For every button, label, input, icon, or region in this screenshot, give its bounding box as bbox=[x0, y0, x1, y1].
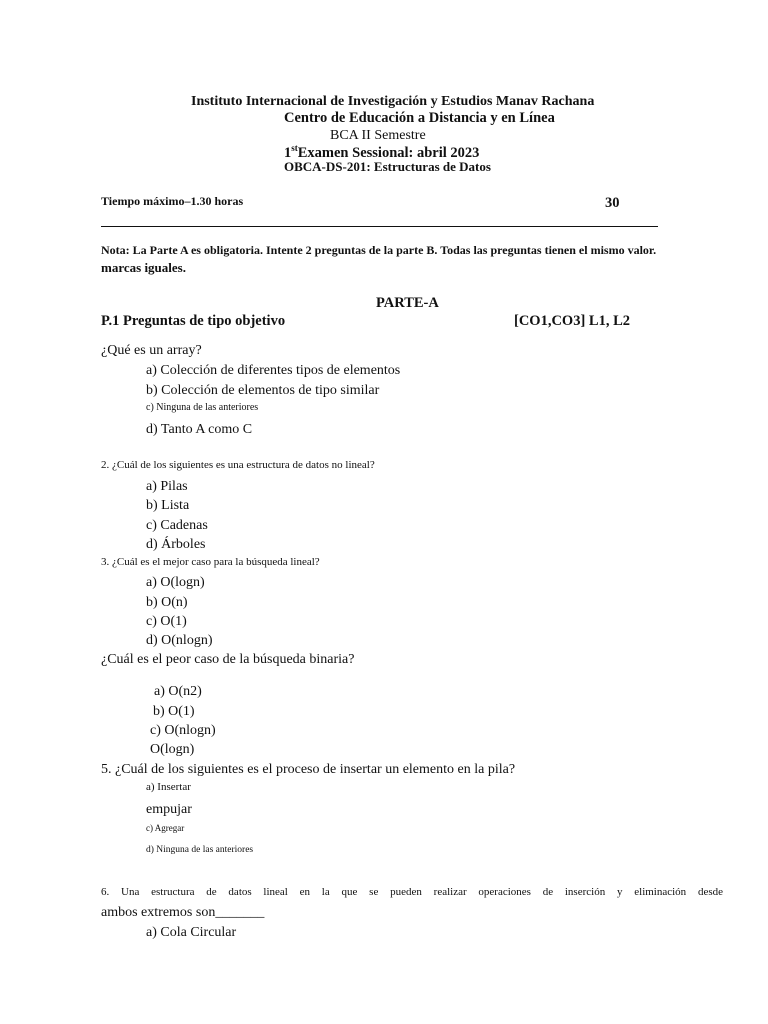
q5-option-d: d) Ninguna de las anteriores bbox=[146, 845, 254, 855]
course-code: OBCA-DS-201: Estructuras de Datos bbox=[284, 159, 491, 174]
max-time: Tiempo máximo–1.30 horas bbox=[101, 194, 244, 208]
q5-option-a: a) Insertar bbox=[146, 781, 191, 793]
q2-option-c: c) Cadenas bbox=[146, 518, 208, 533]
q6-option-a: a) Cola Circular bbox=[146, 925, 237, 940]
question-3: 3. ¿Cuál es el mejor caso para la búsqueda lineal? bbox=[101, 556, 320, 568]
q1-option-c: c) Ninguna de las anteriores bbox=[146, 402, 259, 413]
q2-option-a: a) Pilas bbox=[146, 479, 188, 494]
q1-option-d: d) Tanto A como C bbox=[146, 422, 253, 437]
question-6-line-1: 6. Una estructura de datos lineal en la que se pueden realizar operaciones de inserción y eliminación desde bbox=[101, 886, 723, 898]
institute-name: Instituto Internacional de Investigación y Estudios Manav Rachana bbox=[191, 94, 595, 109]
q5-option-b: empujar bbox=[146, 802, 192, 817]
exam-ordinal-suffix: st bbox=[291, 143, 298, 153]
semester: BCA II Semestre bbox=[330, 128, 426, 143]
q5-option-c: c) Agregar bbox=[146, 823, 185, 833]
section-title: P.1 Preguntas de tipo objetivo bbox=[101, 313, 286, 329]
q4-option-d: O(logn) bbox=[150, 742, 195, 757]
q4-option-b: b) O(1) bbox=[153, 704, 195, 719]
total-marks: 30 bbox=[605, 195, 620, 211]
question-5: 5. ¿Cuál de los siguientes es el proceso de insertar un elemento en la pila? bbox=[101, 762, 516, 777]
question-2: 2. ¿Cuál de los siguientes es una estructura de datos no lineal? bbox=[101, 459, 375, 471]
question-6-line-2: ambos extremos son_______ bbox=[101, 905, 265, 920]
question-4: ¿Cuál es el peor caso de la búsqueda binaria? bbox=[101, 652, 355, 667]
exam-title-text: Examen Sessional: abril 2023 bbox=[297, 144, 480, 161]
q3-option-c: c) O(1) bbox=[146, 614, 187, 629]
q3-option-b: b) O(n) bbox=[146, 595, 188, 610]
q3-option-a: a) O(logn) bbox=[146, 575, 205, 590]
q1-option-b: b) Colección de elementos de tipo similar bbox=[146, 383, 380, 398]
q2-option-b: b) Lista bbox=[146, 498, 190, 513]
q1-option-a: a) Colección de diferentes tipos de elementos bbox=[146, 363, 401, 378]
course-outcomes: [CO1,CO3] L1, L2 bbox=[514, 313, 630, 329]
q4-option-c: c) O(nlogn) bbox=[150, 723, 216, 738]
q3-option-d: d) O(nlogn) bbox=[146, 633, 213, 648]
question-1: ¿Qué es un array? bbox=[101, 343, 202, 358]
exam-ordinal: 1 bbox=[284, 144, 292, 161]
note-line-2: marcas iguales. bbox=[101, 260, 186, 275]
note-line-1: Nota: La Parte A es obligatoria. Intente 2 preguntas de la parte B. Todas las preguntas tienen el mismo valor. bbox=[101, 243, 657, 257]
part-title: PARTE-A bbox=[376, 295, 439, 311]
q4-option-a: a) O(n2) bbox=[154, 684, 202, 699]
q2-option-d: d) Árboles bbox=[146, 537, 206, 552]
header-divider bbox=[101, 226, 658, 227]
center-name: Centro de Educación a Distancia y en Línea bbox=[284, 110, 555, 126]
